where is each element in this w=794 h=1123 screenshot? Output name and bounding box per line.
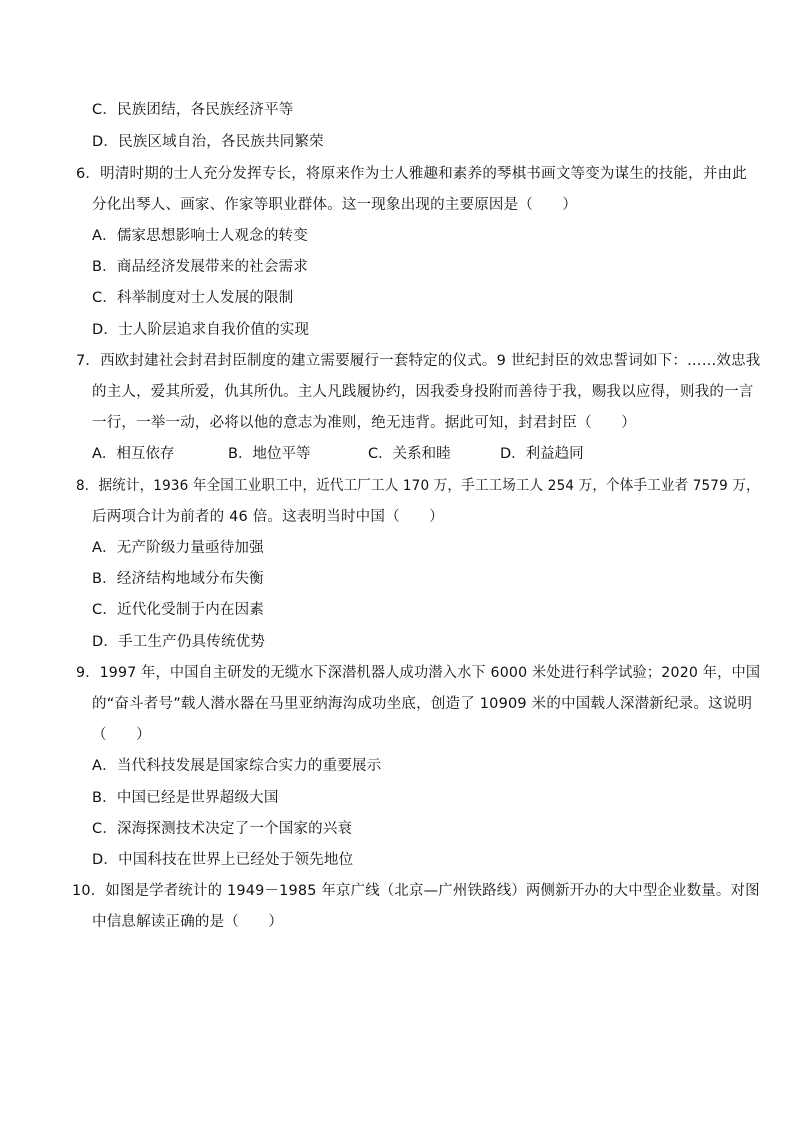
q9-option-c: C．深海探测技术决定了一个国家的兴衰 [92,821,353,837]
q9-stem-line1: 9．1997 年，中国自主研发的无缆水下深潜机器人成功潜入水下 6000 米处进行科学试验；2020 年，中国 [76,665,761,681]
q7-stem-line2: 的主人，爱其所爱，仇其所仇。主人凡践履协约，因我委身投附而善待于我，赐我以应得，则我的一言 [92,384,754,400]
q8-option-c: C．近代化受制于内在因素 [92,602,265,618]
q7-option-c: C．关系和睦 [368,446,451,462]
q6-stem-line2: 分化出琴人、画家、作家等职业群体。这一现象出现的主要原因是（ ） [92,197,578,213]
q6-option-a: A．儒家思想影响士人观念的转变 [92,228,308,244]
q8-stem-line1: 8．据统计，1936 年全国工业职工中，近代工厂工人 170 万，手工工场工人 254 万，个体手工业者 7579 万， [76,478,760,494]
q8-option-b: B．经济结构地域分布失衡 [92,571,264,587]
q10-stem-line2: 中信息解读正确的是（ ） [92,914,284,930]
q6-option-d: D．士人阶层追求自我价值的实现 [92,322,310,338]
q9-stem-line3: （ ） [92,727,151,743]
q9-stem-line2: 的“奋斗者号”载人潜水器在马里亚纳海沟成功坐底，创造了 10909 米的中国载人深潜新纪录。这说明 [92,696,753,712]
q9-option-b: B．中国已经是世界超级大国 [92,790,279,806]
q7-option-a: A．相互依存 [92,446,175,462]
q7-option-d: D．利益趋同 [500,446,584,462]
q7-stem-line3: 一行，一举一动，必将以他的意志为准则，绝无违背。据此可知，封君封臣（ ） [92,415,636,431]
q5-option-c: C．民族团结，各民族经济平等 [92,102,294,118]
q8-option-d: D．手工生产仍具传统优势 [92,634,266,650]
q9-option-a: A．当代科技发展是国家综合实力的重要展示 [92,758,382,774]
q5-option-d: D．民族区域自治，各民族共同繁荣 [92,134,324,150]
q7-stem-line1: 7．西欧封建社会封君封臣制度的建立需要履行一套特定的仪式。9 世纪封臣的效忠誓词如下：……效忠我 [76,353,761,369]
q6-option-b: B．商品经济发展带来的社会需求 [92,259,308,275]
q9-option-d: D．中国科技在世界上已经处于领先地位 [92,852,354,868]
q8-option-a: A．无产阶级力量亟待加强 [92,540,264,556]
q6-stem-line1: 6．明清时期的士人充分发挥专长，将原来作为士人雅趣和素养的琴棋书画文等变为谋生的技能，并由此 [76,166,747,182]
q10-stem-line1: 10．如图是学者统计的 1949－1985 年京广线（北京—广州铁路线）两侧新开办的大中型企业数量。对图 [72,883,760,899]
q6-option-c: C．科举制度对士人发展的限制 [92,290,294,306]
q7-option-b: B．地位平等 [228,446,311,462]
q8-stem-line2: 后两项合计为前者的 46 倍。这表明当时中国（ ） [92,509,444,525]
